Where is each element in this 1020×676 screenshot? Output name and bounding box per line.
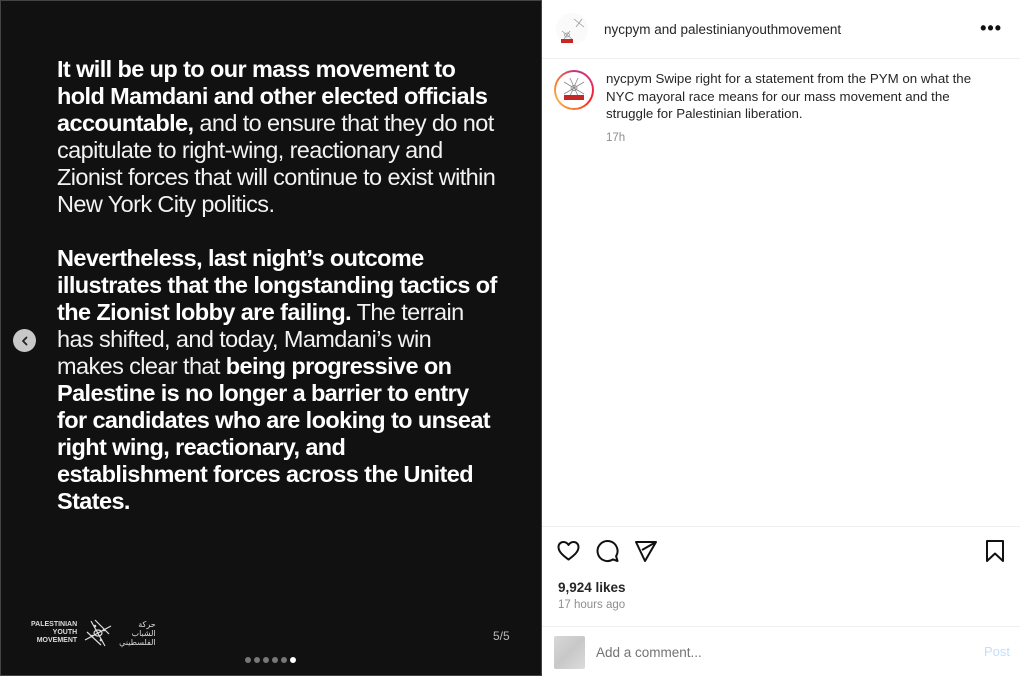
slide-text (57, 56, 497, 542)
comment-input[interactable] (596, 645, 956, 660)
logo-arabic-text (119, 620, 156, 647)
heart-icon (556, 539, 581, 563)
post-actions (556, 539, 1006, 565)
post-comment-button[interactable]: Post (983, 644, 1010, 659)
logo-line: حركة (138, 619, 156, 629)
carousel-dot-active[interactable] (290, 657, 296, 663)
comment-icon (595, 539, 620, 563)
slide-regular-text: The terrain has shifted, and today, Mamdani’s win makes clear that (57, 299, 464, 379)
pym-emblem-icon (83, 618, 113, 648)
carousel-indicator (245, 657, 296, 663)
post-caption (554, 70, 1004, 147)
logo-line: الشباب (131, 628, 156, 638)
slide-bold-text: It will be up to our mass movement to hold Mamdani and other elected officials accountable, (57, 56, 488, 136)
post-time-ago[interactable]: 17 hours ago (558, 599, 626, 611)
caption-content: Swipe right for a statement from the PYM on what the NYC mayoral race means for our mass movement and the struggle for Palestinian liberation. (606, 71, 972, 121)
slide-paragraph-2 (57, 245, 497, 515)
logo-english-text (31, 621, 77, 645)
send-icon (634, 539, 658, 563)
caption-text (606, 70, 996, 123)
comment-button[interactable] (595, 539, 620, 568)
post-header (542, 0, 1020, 59)
caption-username[interactable]: nycpym (606, 71, 652, 86)
save-button[interactable] (984, 539, 1006, 568)
divider (542, 626, 1020, 627)
post-author-title[interactable]: nycpym and palestinianyouthmovement (604, 21, 842, 37)
post-sidebar (542, 0, 1020, 676)
carousel-dot[interactable] (263, 657, 269, 663)
bookmark-icon (984, 539, 1006, 563)
pym-emblem-icon (558, 74, 590, 106)
pym-logo (31, 618, 156, 648)
carousel-dot[interactable] (272, 657, 278, 663)
previous-slide-button[interactable] (13, 329, 36, 352)
likes-count[interactable]: 9,924 likes (558, 580, 626, 595)
carousel-dot[interactable] (281, 657, 287, 663)
share-button[interactable] (634, 539, 658, 568)
carousel-dot[interactable] (245, 657, 251, 663)
slide-bold-text: Nevertheless, last night’s outcome illustrates that the longstanding tactics of the Zionist lobby are failing. (57, 245, 497, 325)
divider (542, 526, 1020, 527)
logo-line: YOUTH (52, 629, 78, 636)
like-button[interactable] (556, 539, 581, 568)
current-user-avatar (554, 636, 585, 669)
collab-avatar[interactable] (556, 13, 588, 45)
logo-line: الفلسطيني (119, 637, 156, 647)
slide-bold-text: being progressive on Palestine is no longer a barrier to entry for candidates who are looking to unseat right wing, reactionary, and establishment forces across the United States. (57, 353, 491, 514)
pym-emblem-icon (556, 13, 588, 45)
carousel-dot[interactable] (254, 657, 260, 663)
caption-body (606, 70, 996, 147)
logo-line: PALESTINIAN (31, 621, 78, 628)
more-options-button[interactable]: ••• (980, 18, 1002, 38)
chevron-left-icon (20, 336, 30, 346)
slide-paragraph-1 (57, 56, 497, 218)
avatar (556, 72, 592, 108)
slide-regular-text: and to ensure that they do not capitulate to right-wing, reactionary and Zionist forces that will continue to exist within New York City politics. (57, 110, 496, 217)
caption-timestamp[interactable]: 17h (606, 131, 626, 144)
comment-composer (554, 636, 1014, 668)
logo-line: MOVEMENT (36, 637, 78, 644)
story-ring-avatar[interactable] (554, 70, 594, 110)
slide-counter: 5/5 (493, 629, 510, 643)
